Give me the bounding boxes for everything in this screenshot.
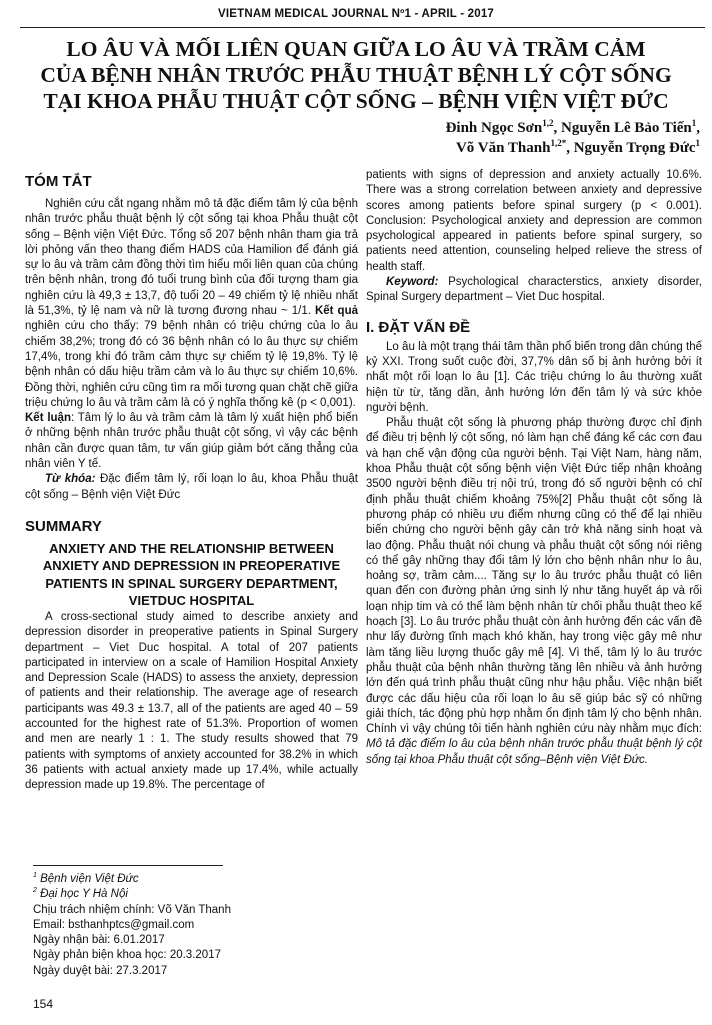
footnote-marker: 2 [33,887,37,895]
keywords-text: Đặc điểm tâm lý, rối loạn lo âu, khoa Phẫu thuật cột sống – Bệnh viện Việt Đức [25,473,358,501]
keyword-text: Psychological characterstics, anxiety disorder, Spinal Surgery department – Viet Duc hospital. [366,276,702,304]
accepted-date: Ngày duyệt bài: 27.3.2017 [33,964,168,977]
footnotes [25,872,358,979]
author-affiliation: 1,2* [550,138,567,148]
section-paragraph-text: Phẫu thuật cột sống là phương pháp thường được chỉ định để điều trị bệnh lý cột sống, nó làm hạn chế đáng kể các cơn đau và hạn chế vận động của người bệnh. Tại Việt Nam, hàng năm, khoa Phẫu thuật cột sống bệnh viện Việt Đức tiếp nhận khoảng 3500 người bệnh điều trị nội trú, trong đó số người bệnh có chỉ định phẫu thuật chiếm khoảng 75%[2] Phẫu thuật cột sống là phương pháp có nhiều ưu điểm nhưng cũng có thể để lại nhiều biến chứng cho người bệnh gây cản trở khả năng sinh hoạt và lao động. Phẫu thuật nói chung và phẫu thuật cột sống nói riêng có thể gây những thay đổi tâm lý lớn cho bệnh nhân như lo âu, hoảng sợ, trầm cảm.... Tăng sự lo âu trước phẫu thuật có liên quan đến con đường phản ứng sinh lý như tăng huyết áp và rối loạn nhịp tim và có thể làm bệnh nhân từ chối phẫu thuật theo kế hoạch [3]. Lo âu trước phẫu thuật còn ảnh hưởng đến các vấn đề như lấy đường tĩnh mạch khó khăn, hay trong việc gây mê như làm tăng liều lượng thuốc gây mê [4]. Vì thế, tâm lý lo âu trước phẫu thuật của bệnh nhân thường tăng lên nhiều và ảnh hưởng lớn đến quá trình phẫu thuật cũng như hậu phẫu. Việc nhận biết được các dấu hiệu của rối loạn lo âu sẽ giúp bác sỹ có những giải thích, tác động phù hợp nhằm ổn định tâm lý cho bệnh nhân. Chính vì vậy chúng tôi tiến hành nghiên cứu này nhằm mục đích: [366,417,702,736]
abstract-vi-text [25,197,358,411]
email: Email: bsthanhptcs@gmail.com [33,918,195,931]
abstract-vi-results: nghiên cứu cho thấy: 79 bệnh nhân có triệu chứng của lo âu chiếm 38,2%; trong đó có 36 bệnh nhân có lo âu thực sự chiếm 17,4%, trong khi đó trầm cảm thực sự chiếm tỷ lệ 19,8%. Tỷ lệ bệnh nhân có dấu hiệu trầm cảm và lo âu thực sự chiếm 10,6%. Đồng thời, nghiên cứu cũng tìm ra mối tương quan chặt chẽ giữa triệu chứng lo âu và trầm cảm là có ý nghĩa thống kê (p < 0,001). [25,320,358,409]
abstract-vi-keywords [25,472,358,503]
author-affiliation: 1 [695,138,700,148]
received-date: Ngày nhận bài: 6.01.2017 [33,934,165,947]
title-line: CỦA BỆNH NHÂN TRƯỚC PHẪU THUẬT BỆNH LÝ CỘT SỐNG [40,63,672,87]
responsible-author: Chịu trách nhiệm chính: Võ Văn Thanh [33,903,231,916]
footnote-rule [33,865,223,866]
conclusion-text: : Tâm lý lo âu và trầm cảm là tâm lý xuất hiện phổ biến ở những bệnh nhân trước phẫu thuật cột sống, vì vậy các bệnh nhân cần được quan tâm, tư vấn giúp giảm bớt căng thẳng của nhân viên Y tế. [25,412,358,471]
result-label: Kết quả [314,305,359,318]
author-name: Võ Văn Thanh [455,140,551,156]
keyword-label: Keyword: [386,276,439,289]
abstract-vi-body: Nghiên cứu cắt ngang nhằm mô tả đặc điểm tâm lý của bệnh nhân trước phẫu thuật bệnh lý cột sống tại khoa Phẫu thuật cột sống – Bệnh viện Việt Đức. Tổng số 207 bệnh nhân tham gia trả lời phỏng vấn theo thang điểm HADS của Hamilion để đánh giá sự lo âu và trầm cảm đồng thời tìm hiểu mối liên quan của chúng trên bệnh nhân, trong đó tuổi trung bình của đối tượng tham gia nghiên cứu là 49,3 ± 13,7, độ tuổi 20 – 49 chiếm tỷ lệ nhiều nhất là 51,3%, tỷ lệ nam và nữ là tương đương nhau ~ 1/1. [25,198,358,318]
article-title [6,36,706,114]
header-rule [20,27,705,28]
journal-header: VIETNAM MEDICAL JOURNAL Nº1 - APRIL - 2017 [217,8,495,20]
affiliation-2: Đại học Y Hà Nội [40,888,128,901]
summary-keywords [366,275,702,306]
author-affiliation: 1 [691,118,697,128]
footnote-area [25,853,358,1012]
author-separator: , [696,120,700,136]
abstract-vi-conclusion [25,411,358,472]
author-name: Nguyễn Trọng Đức [573,140,696,156]
title-line: LO ÂU VÀ MỐI LIÊN QUAN GIỮA LO ÂU VÀ TRẦM CẢM [66,37,646,61]
summary-title: ANXIETY AND THE RELATIONSHIP BETWEEN ANXIETY AND DEPRESSION IN PREOPERATIVE PATIENTS IN SPINAL SURGERY DEPARTMENT, VIETDUC HOSPITAL [42,540,341,609]
section-heading: I. ĐẶT VẤN ĐỀ [366,318,471,336]
right-column [366,168,702,768]
page-number: 154 [33,997,54,1011]
section-paragraph [366,416,702,768]
summary-text: A cross-sectional study aimed to describe anxiety and depression disorder in preoperative patients in Spinal Surgery department – Viet Duc hospital. A total of 207 patients participated in interview on a scale of Hamilion Hospital Anxiety and Depression Scale (HADS) to assess the anxiety, depression of patients and their relationship. The average age of research participants was 49.3 ± 13.7, all of the patients are aged 40 – 59 accounted for the highest rate of 51.3%. Proportion of women and men are nearly 1 : 1. The study results showed that 79 patients with symptoms of anxiety accounted for 38.2% in which 36 patients with actual anxiety made up 17.4%, while actually depression made up 19.8%. The percentage of [25,610,358,792]
author-affiliation: 1,2 [542,118,554,128]
affiliation-1: Bệnh viện Việt Đức [40,872,139,885]
footnote-marker: 1 [33,872,37,880]
author-name: Nguyễn Lê Bảo Tiến [561,120,692,136]
keywords-label: Từ khóa: [45,473,96,486]
study-aim: Mô tả đặc điểm lo âu của bệnh nhân trước phẫu thuật bệnh lý cột sống tại khoa Phẫu thuật cột sống–Bệnh viện Việt Đức. [366,738,702,766]
abstract-vi-heading: TÓM TẮT [25,173,92,190]
section-paragraph: Lo âu là một trạng thái tâm thần phổ biến trong dân chúng thế kỷ XXI. Trong suốt cuộc đời, 37,7% dân số bị ảnh hưởng bởi ít nhất một rối loạn lo âu [1]. Các triệu chứng lo âu thường xuất hiện từ từ, tăng dần, ảnh hưởng lớn đến tâm lý và sức khỏe người bệnh. [366,340,702,414]
author-separator: , [553,120,562,136]
conclusion-label: Kết luận [25,412,71,425]
author-list [446,118,700,158]
reviewed-date: Ngày phản biện khoa học: 20.3.2017 [33,949,221,962]
summary-text-continued: patients with signs of depression and anxiety actually 10.6%. There was a strong correlation between anxiety and depressive scores among patients before spinal surgery (p < 0.001). Conclusion: Psychological anxiety and depression are common psychological appeared in patients before spinal surgery, so patients need attention, counseling helped relieve the stress of health staff. [366,169,702,273]
summary-heading: SUMMARY [25,517,102,535]
author-name: Đinh Ngọc Sơn [445,120,543,136]
left-column [25,172,358,1012]
author-separator: , [566,140,574,156]
title-line: TẠI KHOA PHẪU THUẬT CỘT SỐNG – BỆNH VIỆN VIỆT ĐỨC [43,89,669,113]
